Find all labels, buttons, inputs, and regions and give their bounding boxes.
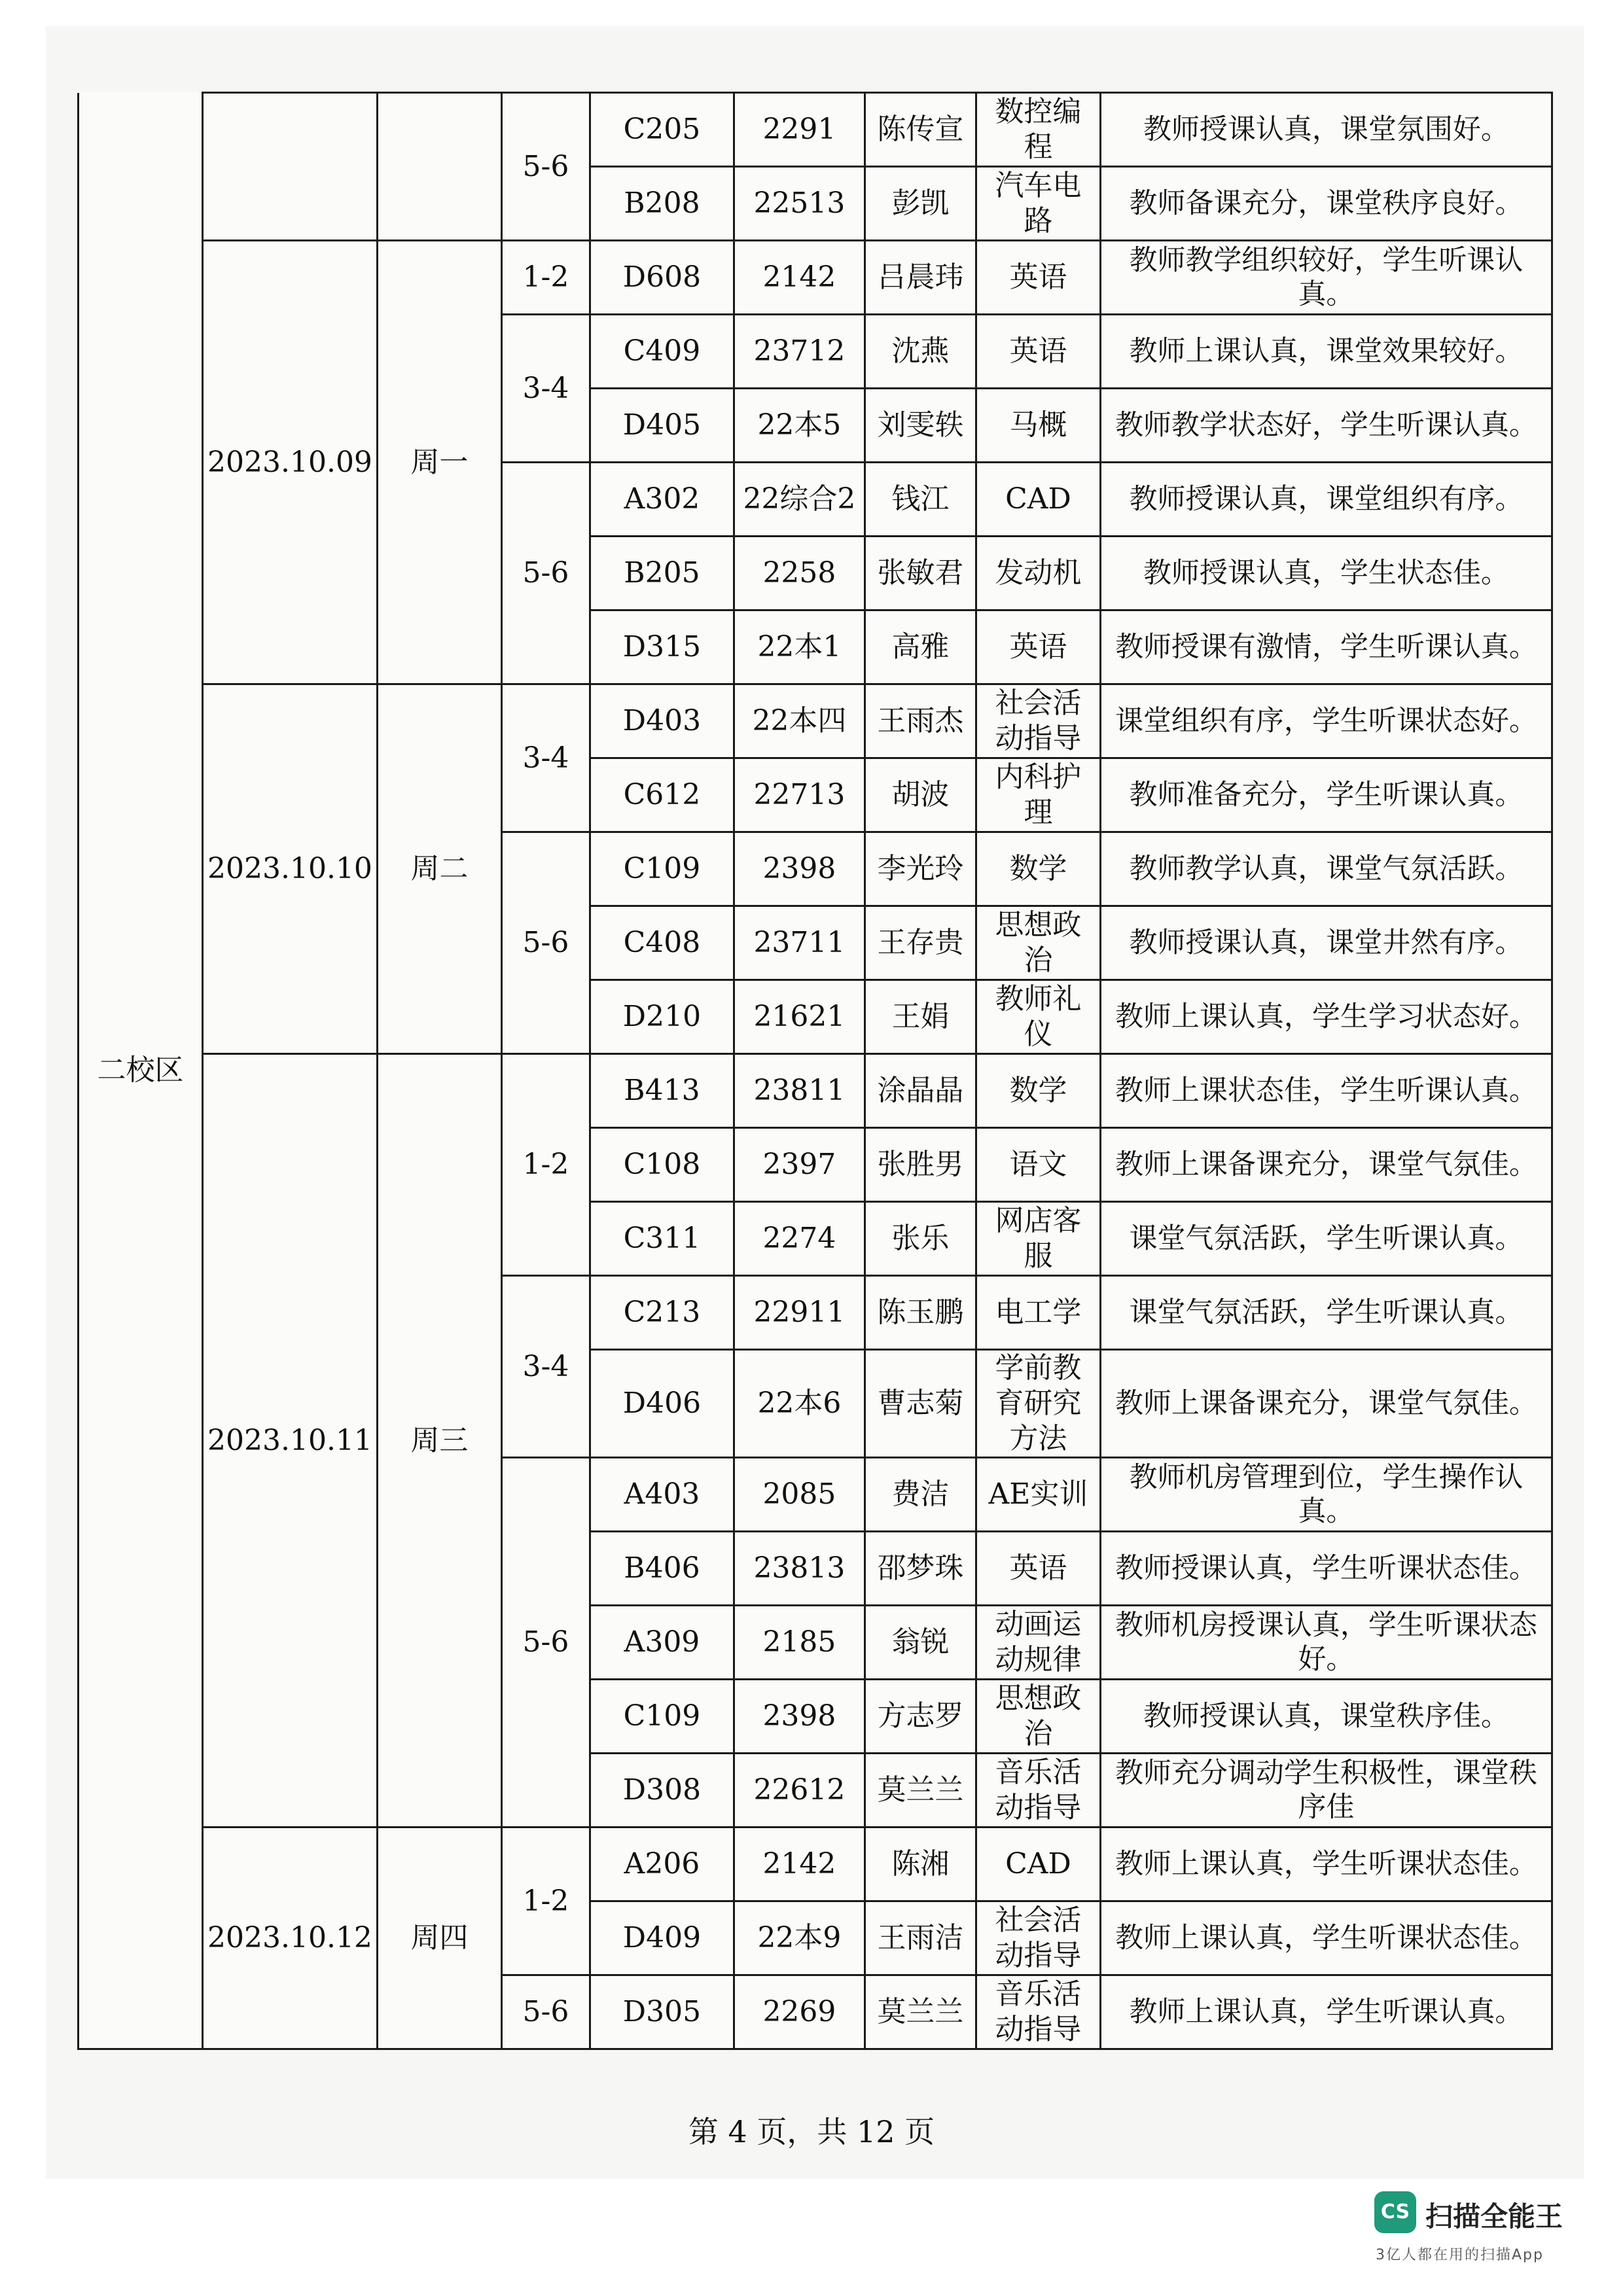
teacher-cell: 张乐 bbox=[865, 1202, 976, 1276]
room-cell: B413 bbox=[590, 1054, 734, 1128]
remark-cell: 教师备课充分，课堂秩序良好。 bbox=[1100, 167, 1552, 241]
room-cell: C109 bbox=[590, 832, 734, 906]
course-cell: 数学 bbox=[976, 1054, 1100, 1128]
period-cell: 3-4 bbox=[501, 1276, 590, 1458]
class-cell: 2397 bbox=[734, 1128, 865, 1202]
class-cell: 2274 bbox=[734, 1202, 865, 1276]
course-cell: 英语 bbox=[976, 241, 1100, 315]
remark-cell: 教师授课认真，学生听课状态佳。 bbox=[1100, 1532, 1552, 1606]
room-cell: A206 bbox=[590, 1828, 734, 1901]
course-cell: 数控编程 bbox=[976, 93, 1100, 167]
room-cell: A302 bbox=[590, 463, 734, 537]
teacher-cell: 刘雯轶 bbox=[865, 389, 976, 463]
teacher-cell: 胡波 bbox=[865, 758, 976, 832]
room-cell: C109 bbox=[590, 1680, 734, 1754]
period-cell: 3-4 bbox=[501, 684, 590, 832]
room-cell: D308 bbox=[590, 1754, 734, 1828]
room-cell: C409 bbox=[590, 315, 734, 389]
remark-cell: 教师教学组织较好，学生听课认真。 bbox=[1100, 241, 1552, 315]
teacher-cell: 李光玲 bbox=[865, 832, 976, 906]
class-cell: 22本9 bbox=[734, 1901, 865, 1975]
teacher-cell: 翁锐 bbox=[865, 1606, 976, 1680]
course-cell: 动画运动规律 bbox=[976, 1606, 1100, 1680]
teacher-cell: 沈燕 bbox=[865, 315, 976, 389]
app-name: 扫描全能王 bbox=[1425, 2200, 1563, 2233]
room-cell: D406 bbox=[590, 1350, 734, 1458]
remark-cell: 教师上课认真，课堂效果较好。 bbox=[1100, 315, 1552, 389]
course-cell: 学前教育研究方法 bbox=[976, 1350, 1100, 1458]
date-cell: 2023.10.11 bbox=[203, 1054, 378, 1828]
room-cell: B208 bbox=[590, 167, 734, 241]
teacher-cell: 陈玉鹏 bbox=[865, 1276, 976, 1350]
remark-cell: 教师教学认真，课堂气氛活跃。 bbox=[1100, 832, 1552, 906]
date-cell: 2023.10.09 bbox=[203, 241, 378, 684]
table-row bbox=[79, 1054, 1552, 1128]
period-cell: 5-6 bbox=[501, 832, 590, 1054]
room-cell: A309 bbox=[590, 1606, 734, 1680]
class-cell: 2142 bbox=[734, 241, 865, 315]
room-cell: C612 bbox=[590, 758, 734, 832]
class-cell: 2185 bbox=[734, 1606, 865, 1680]
room-cell: A403 bbox=[590, 1458, 734, 1532]
course-cell: 英语 bbox=[976, 1532, 1100, 1606]
scanner-app-watermark bbox=[1374, 2191, 1590, 2276]
class-cell: 2085 bbox=[734, 1458, 865, 1532]
class-cell: 22本6 bbox=[734, 1350, 865, 1458]
teacher-cell: 费洁 bbox=[865, 1458, 976, 1532]
teacher-cell: 张敏君 bbox=[865, 537, 976, 610]
room-cell: D405 bbox=[590, 389, 734, 463]
teacher-cell: 陈湘 bbox=[865, 1828, 976, 1901]
class-cell: 2142 bbox=[734, 1828, 865, 1901]
remark-cell: 教师机房授课认真，学生听课状态好。 bbox=[1100, 1606, 1552, 1680]
room-cell: C408 bbox=[590, 906, 734, 980]
date-cell bbox=[203, 93, 378, 241]
course-cell: CAD bbox=[976, 1828, 1100, 1901]
table-row bbox=[79, 241, 1552, 315]
course-cell: 马概 bbox=[976, 389, 1100, 463]
course-cell: 英语 bbox=[976, 610, 1100, 684]
period-cell: 1-2 bbox=[501, 1054, 590, 1276]
weekday-cell: 周一 bbox=[377, 241, 501, 684]
period-cell: 5-6 bbox=[501, 463, 590, 684]
class-cell: 22综合2 bbox=[734, 463, 865, 537]
teacher-cell: 彭凯 bbox=[865, 167, 976, 241]
teacher-cell: 钱江 bbox=[865, 463, 976, 537]
course-cell: 音乐活动指导 bbox=[976, 1754, 1100, 1828]
class-cell: 2398 bbox=[734, 832, 865, 906]
room-cell: C108 bbox=[590, 1128, 734, 1202]
course-cell: 发动机 bbox=[976, 537, 1100, 610]
room-cell: B406 bbox=[590, 1532, 734, 1606]
course-cell: 教师礼仪 bbox=[976, 980, 1100, 1054]
weekday-cell bbox=[377, 93, 501, 241]
remark-cell: 教师上课认真，学生听课状态佳。 bbox=[1100, 1828, 1552, 1901]
room-cell: D409 bbox=[590, 1901, 734, 1975]
room-cell: D315 bbox=[590, 610, 734, 684]
room-cell: C311 bbox=[590, 1202, 734, 1276]
room-cell: B205 bbox=[590, 537, 734, 610]
class-cell: 22612 bbox=[734, 1754, 865, 1828]
remark-cell: 课堂组织有序，学生听课状态好。 bbox=[1100, 684, 1552, 758]
teacher-cell: 曹志菊 bbox=[865, 1350, 976, 1458]
class-cell: 22本5 bbox=[734, 389, 865, 463]
class-cell: 22本1 bbox=[734, 610, 865, 684]
room-cell: C213 bbox=[590, 1276, 734, 1350]
class-cell: 2258 bbox=[734, 537, 865, 610]
remark-cell: 教师授课认真，课堂氛围好。 bbox=[1100, 93, 1552, 167]
teacher-cell: 邵梦珠 bbox=[865, 1532, 976, 1606]
teacher-cell: 莫兰兰 bbox=[865, 1975, 976, 2049]
remark-cell: 教师上课备课充分，课堂气氛佳。 bbox=[1100, 1128, 1552, 1202]
remark-cell: 教师上课认真，学生学习状态好。 bbox=[1100, 980, 1552, 1054]
course-cell: 音乐活动指导 bbox=[976, 1975, 1100, 2049]
weekday-cell: 周四 bbox=[377, 1828, 501, 2049]
teacher-cell: 方志罗 bbox=[865, 1680, 976, 1754]
class-cell: 22本四 bbox=[734, 684, 865, 758]
period-cell: 5-6 bbox=[501, 1975, 590, 2049]
table-row bbox=[79, 684, 1552, 758]
camscanner-logo-icon: CS bbox=[1374, 2191, 1416, 2233]
remark-cell: 教师机房管理到位，学生操作认真。 bbox=[1100, 1458, 1552, 1532]
teacher-cell: 莫兰兰 bbox=[865, 1754, 976, 1828]
class-cell: 21621 bbox=[734, 980, 865, 1054]
room-cell: D403 bbox=[590, 684, 734, 758]
course-cell: 社会活动指导 bbox=[976, 1901, 1100, 1975]
teacher-cell: 张胜男 bbox=[865, 1128, 976, 1202]
period-cell: 3-4 bbox=[501, 315, 590, 463]
remark-cell: 教师授课认真，学生状态佳。 bbox=[1100, 537, 1552, 610]
room-cell: D608 bbox=[590, 241, 734, 315]
teacher-cell: 陈传宣 bbox=[865, 93, 976, 167]
period-cell: 1-2 bbox=[501, 241, 590, 315]
course-cell: 网店客服 bbox=[976, 1202, 1100, 1276]
course-cell: 电工学 bbox=[976, 1276, 1100, 1350]
teacher-cell: 吕晨玮 bbox=[865, 241, 976, 315]
class-cell: 22911 bbox=[734, 1276, 865, 1350]
class-cell: 23813 bbox=[734, 1532, 865, 1606]
class-cell: 23811 bbox=[734, 1054, 865, 1128]
teacher-cell: 涂晶晶 bbox=[865, 1054, 976, 1128]
course-cell: 社会活动指导 bbox=[976, 684, 1100, 758]
remark-cell: 教师授课认真，课堂秩序佳。 bbox=[1100, 1680, 1552, 1754]
table-row bbox=[79, 93, 1552, 167]
teacher-cell: 高雅 bbox=[865, 610, 976, 684]
class-cell: 22513 bbox=[734, 167, 865, 241]
weekday-cell: 周二 bbox=[377, 684, 501, 1054]
remark-cell: 教师准备充分，学生听课认真。 bbox=[1100, 758, 1552, 832]
class-cell: 23712 bbox=[734, 315, 865, 389]
teacher-cell: 王雨杰 bbox=[865, 684, 976, 758]
course-cell: AE实训 bbox=[976, 1458, 1100, 1532]
app-slogan: 3亿人都在用的扫描App bbox=[1376, 2247, 1544, 2263]
table-row bbox=[79, 1828, 1552, 1901]
remark-cell: 课堂气氛活跃，学生听课认真。 bbox=[1100, 1276, 1552, 1350]
class-cell: 2269 bbox=[734, 1975, 865, 2049]
course-cell: 数学 bbox=[976, 832, 1100, 906]
date-cell: 2023.10.10 bbox=[203, 684, 378, 1054]
class-inspection-table bbox=[77, 92, 1553, 2050]
class-cell: 22713 bbox=[734, 758, 865, 832]
weekday-cell: 周三 bbox=[377, 1054, 501, 1828]
course-cell: 思想政治 bbox=[976, 1680, 1100, 1754]
class-cell: 2398 bbox=[734, 1680, 865, 1754]
remark-cell: 教师充分调动学生积极性，课堂秩序佳 bbox=[1100, 1754, 1552, 1828]
remark-cell: 教师授课认真，课堂井然有序。 bbox=[1100, 906, 1552, 980]
teacher-cell: 王雨洁 bbox=[865, 1901, 976, 1975]
date-cell: 2023.10.12 bbox=[203, 1828, 378, 2049]
remark-cell: 教师教学状态好，学生听课认真。 bbox=[1100, 389, 1552, 463]
remark-cell: 教师上课备课充分，课堂气氛佳。 bbox=[1100, 1350, 1552, 1458]
room-cell: C205 bbox=[590, 93, 734, 167]
teacher-cell: 王存贵 bbox=[865, 906, 976, 980]
course-cell: 思想政治 bbox=[976, 906, 1100, 980]
period-cell: 5-6 bbox=[501, 1458, 590, 1828]
room-cell: D305 bbox=[590, 1975, 734, 2049]
course-cell: 内科护理 bbox=[976, 758, 1100, 832]
period-cell: 1-2 bbox=[501, 1828, 590, 1975]
teacher-cell: 王娟 bbox=[865, 980, 976, 1054]
course-cell: 汽车电路 bbox=[976, 167, 1100, 241]
remark-cell: 教师上课认真，学生听课状态佳。 bbox=[1100, 1901, 1552, 1975]
remark-cell: 教师授课认真，课堂组织有序。 bbox=[1100, 463, 1552, 537]
remark-cell: 教师上课状态佳，学生听课认真。 bbox=[1100, 1054, 1552, 1128]
page-number: 第 4 页，共 12 页 bbox=[688, 2114, 935, 2149]
remark-cell: 教师上课认真，学生听课认真。 bbox=[1100, 1975, 1552, 2049]
remark-cell: 教师授课有激情，学生听课认真。 bbox=[1100, 610, 1552, 684]
class-cell: 2291 bbox=[734, 93, 865, 167]
period-cell: 5-6 bbox=[501, 93, 590, 241]
course-cell: CAD bbox=[976, 463, 1100, 537]
class-cell: 23711 bbox=[734, 906, 865, 980]
campus-cell: 二校区 bbox=[79, 93, 203, 2049]
course-cell: 英语 bbox=[976, 315, 1100, 389]
course-cell: 语文 bbox=[976, 1128, 1100, 1202]
remark-cell: 课堂气氛活跃，学生听课认真。 bbox=[1100, 1202, 1552, 1276]
room-cell: D210 bbox=[590, 980, 734, 1054]
